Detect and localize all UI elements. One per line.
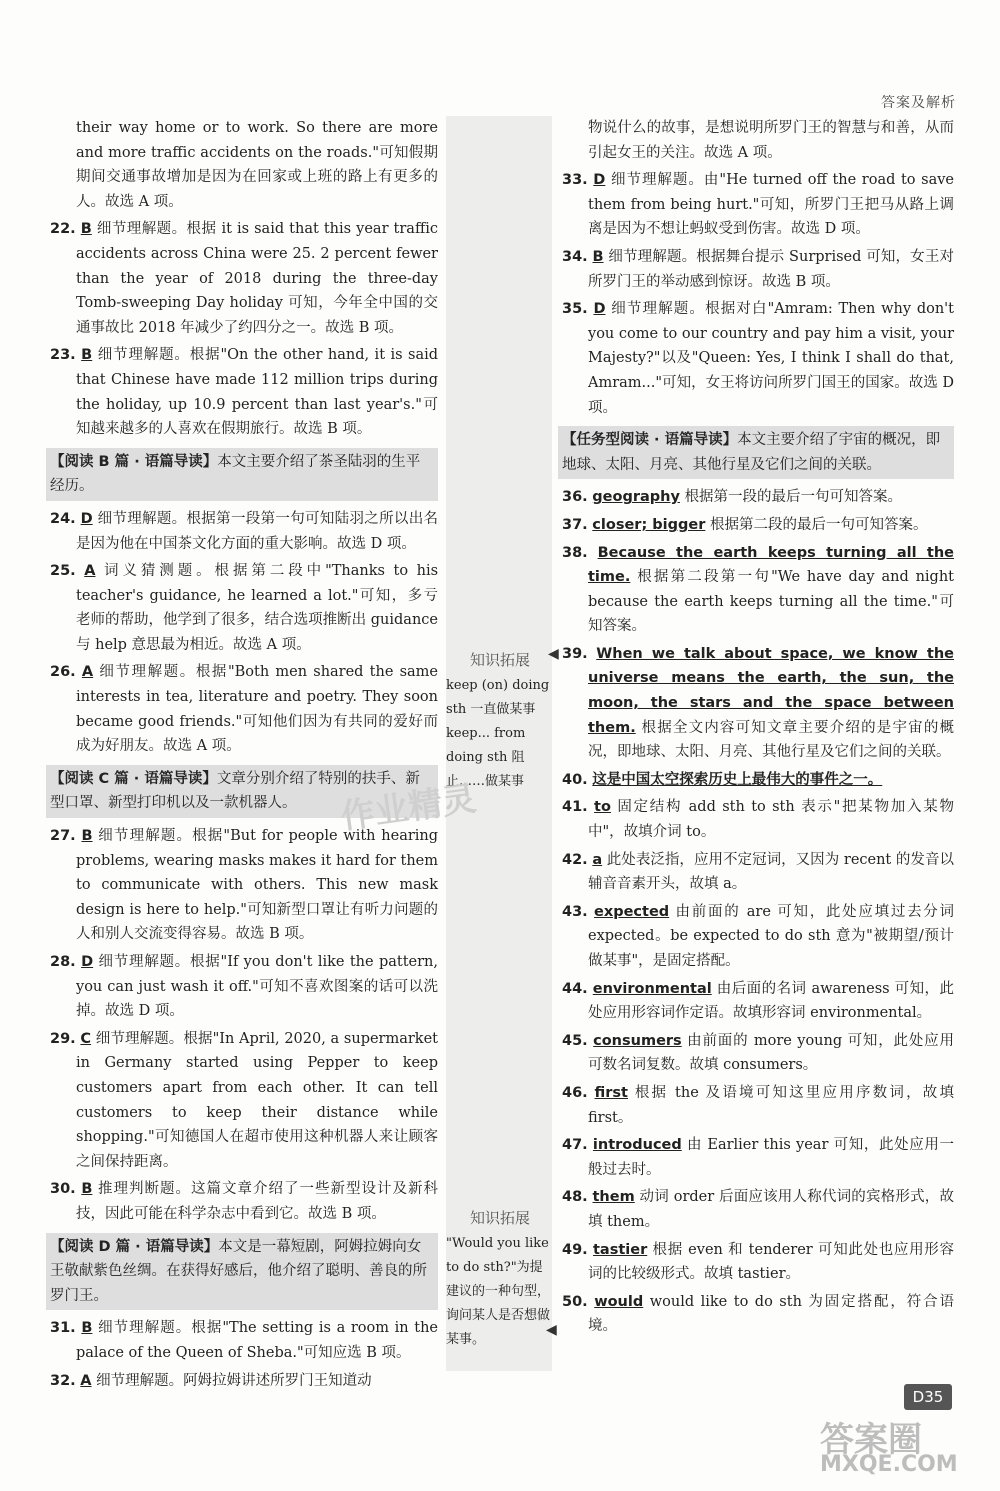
page-header: 答案及解析 <box>881 95 956 111</box>
answer-entry <box>562 768 954 793</box>
question-number: 32. <box>50 1372 76 1389</box>
answer-entry <box>50 660 438 758</box>
guide-text: 文章分别介绍了特别的扶手、新型口罩、新型打印机以及一款机器人。 <box>50 770 420 812</box>
question-number: 43. <box>562 903 588 920</box>
question-number: 47. <box>562 1137 588 1154</box>
answer-key: first <box>594 1084 628 1101</box>
explanation-text: 固定结构 add sth to sth 表示"把某物加入某物中"，故填介词 to。 <box>588 799 954 841</box>
guide-title: 【阅读 C 篇 · 语篇导读】 <box>50 770 217 787</box>
question-number: 35. <box>562 301 588 318</box>
answer-key: consumers <box>593 1032 682 1049</box>
answer-entry <box>50 559 438 657</box>
answer-key: to <box>594 799 611 816</box>
answer-entry <box>562 168 954 242</box>
explanation-text: 根据第一段的最后一句可知答案。 <box>684 489 903 506</box>
question-number: 33. <box>562 172 588 189</box>
question-number: 40. <box>562 771 588 788</box>
answer-entry <box>50 343 438 441</box>
question-number: 49. <box>562 1241 588 1258</box>
answer-key: Because the earth keeps turning all the time. <box>588 544 955 586</box>
explanation-text: 由前面的 are 可知，此处应填过去分词 expected。be expected to do sth 意为"被期望/预计做某事"，是固定搭配。 <box>588 903 955 969</box>
answer-key: A <box>81 664 94 681</box>
explanation-text: 细节理解题。根据"But for people with hearing problems, wearing masks makes it hard for them to communicate with others. This new mask design is here to help."可知新型口罩让有听力问题的人和别人交流变得容易。故选 B 项。 <box>76 828 439 943</box>
question-number: 48. <box>562 1189 588 1206</box>
answer-key: environmental <box>592 980 712 997</box>
answer-entry <box>562 245 954 294</box>
answer-entry <box>562 848 954 897</box>
answer-entry <box>562 642 954 765</box>
question-number: 26. <box>50 664 76 681</box>
answer-key: B <box>81 1320 93 1337</box>
explanation-text: 根据第二段的最后一句可知答案。 <box>710 516 928 533</box>
answer-key: B <box>81 1181 93 1198</box>
question-number: 45. <box>562 1032 588 1049</box>
answer-key: B <box>81 828 93 845</box>
explanation-text: 细节理解题。根据"On the other hand, it is said that Chinese have made 112 million trips during the holiday, up 10.9 percent than last year's."可知越来越多的人喜欢在假期旅行。故选 B 项。 <box>76 347 439 438</box>
watermark: 答案圈 <box>820 1420 922 1460</box>
question-number: 41. <box>562 799 588 816</box>
guide-title: 【阅读 D 篇 · 语篇导读】 <box>50 1238 219 1255</box>
answer-key: geography <box>592 489 680 506</box>
answer-key: B <box>81 347 93 364</box>
explanation-text: 细节理解题。由"He turned off the road to save them from being hurt."可知，所罗门王把马从路上调离是因为不想让蚂蚁受到伤害。故选 D 项。 <box>588 172 955 238</box>
continued-text: their way home or to work. So there are more and more traffic accidents on the roads."可知假期期间交通事故增加是因为在回家或上班的路上有更多的人。故选 A 项。 <box>76 120 438 210</box>
explanation-text: 动词 order 后面应该用人称代词的宾格形式，故填 them。 <box>588 1189 954 1230</box>
note-title: 知识拓展 <box>469 651 530 669</box>
answer-entry <box>562 1133 954 1182</box>
answer-entry <box>50 950 438 1024</box>
answer-entry <box>562 1081 954 1130</box>
question-number: 36. <box>562 489 588 506</box>
question-number: 25. <box>50 563 76 580</box>
explanation-text: 细节理解题。根据"If you don't like the pattern, you can just wash it off."可知不喜欢图案的话可以洗掉。故选 D 项。 <box>76 954 439 1020</box>
arrow-icon: ◀ <box>548 646 559 662</box>
answer-key: A <box>84 563 96 580</box>
explanation-text: 根据全文内容可知文章主要介绍的是宇宙的概况，即地球、太阳、月亮、其他行星及它们之间的关联。 <box>588 719 955 761</box>
arrow-icon: ◀ <box>546 1322 557 1338</box>
guide-title: 【阅读 B 篇 · 语篇导读】 <box>50 453 218 470</box>
answer-entry <box>50 1027 438 1175</box>
answer-entry <box>50 217 438 340</box>
explanation-text: 细节理解题。阿姆拉姆讲述所罗门王知道动 <box>96 1372 372 1389</box>
answer-key: D <box>80 510 93 527</box>
answer-key: D <box>593 172 606 189</box>
explanation-text: 细节理解题。根据对白"Amram: Then why don't you come to our country and pay him a visit, your Majesty?"以及"Queen: Yes, I think I shall do that, Amram..."可知，女王将访问所罗门国王的国家。故选 D 项。 <box>588 301 954 416</box>
knowledge-note-2 <box>446 1206 554 1352</box>
left-answer-column <box>50 116 438 1396</box>
question-number: 22. <box>50 221 76 238</box>
guide-text: 本文是一幕短剧，阿姆拉姆向女王敬献紫色丝绸。在获得好感后，他介绍了聪明、善良的所罗门王。 <box>50 1238 427 1304</box>
answer-key: them <box>592 1189 635 1206</box>
question-number: 23. <box>50 347 76 364</box>
answer-entry <box>562 1238 954 1287</box>
page-number: D35 <box>904 1384 952 1410</box>
answer-key: B <box>592 248 604 265</box>
answer-entry <box>562 513 954 538</box>
answer-entry <box>562 977 954 1026</box>
watermark: MXQE.COM <box>820 1452 958 1477</box>
question-number: 50. <box>562 1293 588 1310</box>
answer-entry <box>562 297 954 420</box>
explanation-text: 根据 the 及语境可知这里应用序数词，故填 first。 <box>588 1084 955 1126</box>
note-line: "Would you like to do sth?"为提建议的一种句型，询问某人是否想做某事。 <box>446 1236 551 1347</box>
explanation-text: would like to do sth 为固定搭配，符合语境。 <box>588 1293 955 1335</box>
question-number: 30. <box>50 1181 76 1198</box>
reading-guide <box>558 426 954 479</box>
answer-key: closer; bigger <box>592 516 706 533</box>
answer-entry <box>50 1177 438 1226</box>
question-number: 31. <box>50 1320 76 1337</box>
explanation-text: 细节理解题。根据 it is said that this year traffic accidents across China were 25. 2 percent fewer than the year of 2018 during the three-day Tomb-sweeping Day holiday 可知，今年全中国的交通事故比 2018 年减少了约四分之一。故选 B 项。 <box>76 221 439 336</box>
continued-text: 物说什么的故事，是想说明所罗门王的智慧与和善，从而引起女王的关注。故选 A 项。 <box>588 120 954 161</box>
explanation-text: 由后面的名词 awareness 可知，此处应用形容词作定语。故填形容词 environmental。 <box>588 980 954 1022</box>
question-number: 27. <box>50 828 76 845</box>
answer-entry <box>50 507 438 556</box>
answer-key: D <box>593 301 606 318</box>
answer-entry <box>50 1316 438 1365</box>
explanation-text: 由 Earlier this year 可知，此处应用一般过去时。 <box>588 1137 954 1178</box>
explanation-text: 推理判断题。这篇文章介绍了一些新型设计及新科技，因此可能在科学杂志中看到它。故选 B 项。 <box>76 1181 439 1222</box>
answer-key: A <box>80 1372 92 1389</box>
answer-key: a <box>592 851 603 868</box>
explanation-text: 细节理解题。根据"The setting is a room in the palace of the Queen of Sheba."可知应选 B 项。 <box>76 1320 439 1361</box>
question-number: 46. <box>562 1084 588 1101</box>
question-number: 39. <box>562 645 588 662</box>
explanation-text: 细节理解题。根据舞台提示 Surprised 可知，女王对所罗门王的举动感到惊讶。故选 B 项。 <box>588 248 955 290</box>
guide-title: 【任务型阅读 · 语篇导读】 <box>562 432 738 449</box>
question-number: 42. <box>562 851 588 868</box>
answer-entry <box>562 1290 954 1339</box>
explanation-text: 细节理解题。根据"Both men shared the same interests in tea, literature and poetry. They soon became good friends."可知他们因为有共同的爱好而成为好朋友。故选 A 项。 <box>76 664 439 755</box>
note-line: keep (on) doing sth 一直做某事 <box>446 678 550 717</box>
note-line: keep... from doing sth 阻止……做某事 <box>446 726 526 789</box>
question-number: 44. <box>562 980 588 997</box>
answer-key: introduced <box>592 1137 682 1154</box>
answer-key: tastier <box>592 1241 648 1258</box>
note-title: 知识拓展 <box>469 1209 530 1227</box>
guide-text: 本文主要介绍了宇宙的概况，即地球、太阳、月亮、其他行星及它们之间的关联。 <box>562 432 941 473</box>
answer-entry <box>50 1369 438 1394</box>
answer-entry <box>562 795 954 844</box>
explanation-text: 细节理解题。根据第一段第一句可知陆羽之所以出名是因为他在中国茶文化方面的重大影响。故选 D 项。 <box>76 510 439 552</box>
question-number: 38. <box>562 544 588 561</box>
answer-key: 这是中国太空探索历史上最伟大的事件之一。 <box>592 771 883 788</box>
explanation-text: 此处表泛指，应用不定冠词，又因为 recent 的发音以辅音音素开头，故填 a。 <box>588 851 954 893</box>
answer-entry <box>50 824 438 947</box>
answer-entry <box>562 485 954 510</box>
explanation-text: 由前面的 more young 可知，此处应用可数名词复数。故填 consumers。 <box>588 1032 955 1074</box>
right-answer-column <box>562 116 954 1342</box>
answer-entry <box>562 1185 954 1234</box>
question-number: 28. <box>50 954 76 970</box>
answer-key: When we talk about space, we know the universe means the earth, the sun, the moon, the stars and the space between them. <box>588 645 955 736</box>
answer-entry <box>562 541 954 639</box>
answer-key: would <box>594 1293 644 1310</box>
reading-guide <box>46 1233 438 1311</box>
question-number: 37. <box>562 516 588 533</box>
explanation-text: 细节理解题。根据"In April, 2020, a supermarket in Germany started using Pepper to keep customers apart from each other. It can tell customers to keep their distance while shopping."可知德国人在超市使用这种机器人来让顾客之间保持距离。 <box>76 1030 439 1170</box>
question-number: 34. <box>562 248 588 265</box>
answer-key: B <box>80 221 92 238</box>
question-number: 29. <box>50 1030 76 1047</box>
answer-key: expected <box>594 903 670 920</box>
answer-entry <box>562 900 954 974</box>
explanation-text: 根据第二段第一句"We have day and night because the earth keeps turning all the time."可知答案。 <box>588 569 954 635</box>
answer-key: C <box>80 1030 92 1047</box>
explanation-text: 根据 even 和 tenderer 可知此处也应用形容词的比较级形式。故填 tastier。 <box>588 1241 954 1283</box>
reading-guide <box>46 448 438 501</box>
question-number: 24. <box>50 510 76 527</box>
answer-entry <box>562 1029 954 1078</box>
answer-key: D <box>81 954 94 970</box>
guide-text: 本文主要介绍了茶圣陆羽的生平经历。 <box>50 453 421 495</box>
explanation-text: 词义猜测题。根据第二段中"Thanks to his teacher's guidance, he learned a lot."可知，多亏老师的帮助，他学到了很多，结合选项推断出 guidance 与 help 意思最为相近。故选 A 项。 <box>76 563 439 653</box>
watermark: 作业精灵 <box>338 778 479 838</box>
